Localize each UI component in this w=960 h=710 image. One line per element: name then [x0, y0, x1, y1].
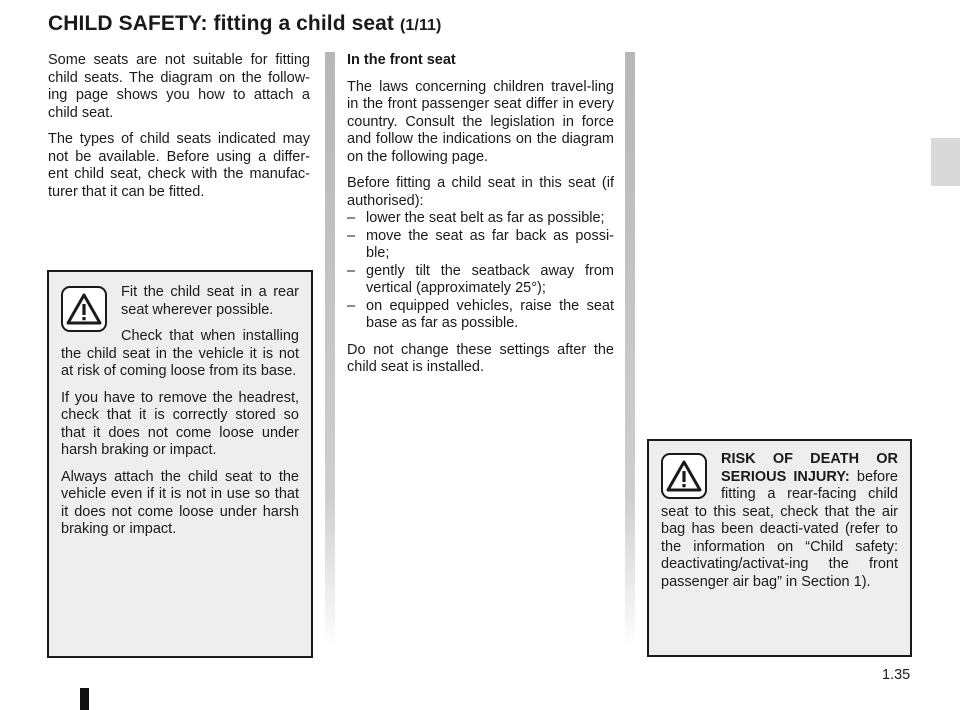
column-divider-right — [625, 52, 635, 648]
left-column — [48, 52, 310, 210]
section-tab — [931, 138, 960, 186]
page-number: 1.35 — [882, 667, 911, 683]
warning-text-1: Fit the child seat in a rear seat wherever possible. — [121, 284, 299, 318]
warning-triangle-icon — [61, 286, 107, 332]
front-seat-steps — [347, 210, 614, 333]
warning-text-4: Always attach the child seat to the vehicle even if it is not in use so that it does not come loose under harsh braking or impact. — [61, 468, 299, 537]
list-item: – move the seat as far back as possi-ble; — [347, 228, 614, 263]
right-column — [347, 52, 614, 386]
front-seat-paragraph-2: Before fitting a child seat in this seat (if authorised): — [347, 175, 614, 209]
title-part: (1/11) — [399, 17, 442, 34]
intro-paragraph-1: Some seats are not suitable for fitting child seats. The diagram on the follow-ing page shows you how to attach a child seat. — [48, 52, 310, 121]
front-seat-paragraph-1: The laws concerning children travel-ling in the front passenger seat differ in every country. Consult the legislation in force and follow the indications on the diagram on the following page. — [347, 78, 614, 165]
crop-mark — [80, 688, 89, 710]
warning-box-rear-seat — [47, 270, 313, 658]
page-title — [48, 12, 441, 36]
warning-text-2: Check that when installing the child seat in the vehicle it is not at risk of coming loose from its base. — [61, 328, 299, 379]
warning-box-airbag — [647, 439, 912, 657]
title-text: CHILD SAFETY: fitting a child seat — [48, 12, 395, 35]
front-seat-heading: In the front seat — [347, 52, 456, 68]
airbag-warning-body: before fitting a rear-facing child seat to this seat, check that the air bag has been deacti-vated (refer to the information on “Child safety: deactivating/activat-ing the front passenger air bag” in Section 1). — [661, 468, 898, 590]
list-item: – on equipped vehicles, raise the seat base as far as possible. — [347, 298, 614, 333]
column-divider-left — [325, 52, 335, 648]
warning-triangle-icon — [661, 453, 707, 499]
list-item: – lower the seat belt as far as possible; — [347, 210, 614, 228]
risk-label: RISK OF DEATH OR SERIOUS INJURY: — [721, 451, 898, 485]
front-seat-paragraph-3: Do not change these settings after the child seat is installed. — [347, 341, 614, 375]
list-item: – gently tilt the seatback away from vertical (approximately 25°); — [347, 263, 614, 298]
warning-text-3: If you have to remove the headrest, check that it is correctly stored so that it does not come loose under harsh braking or impact. — [61, 389, 299, 458]
intro-paragraph-2: The types of child seats indicated may not be available. Before using a differ-ent child seat, check with the manufac-turer that it can be fitted. — [48, 131, 310, 200]
